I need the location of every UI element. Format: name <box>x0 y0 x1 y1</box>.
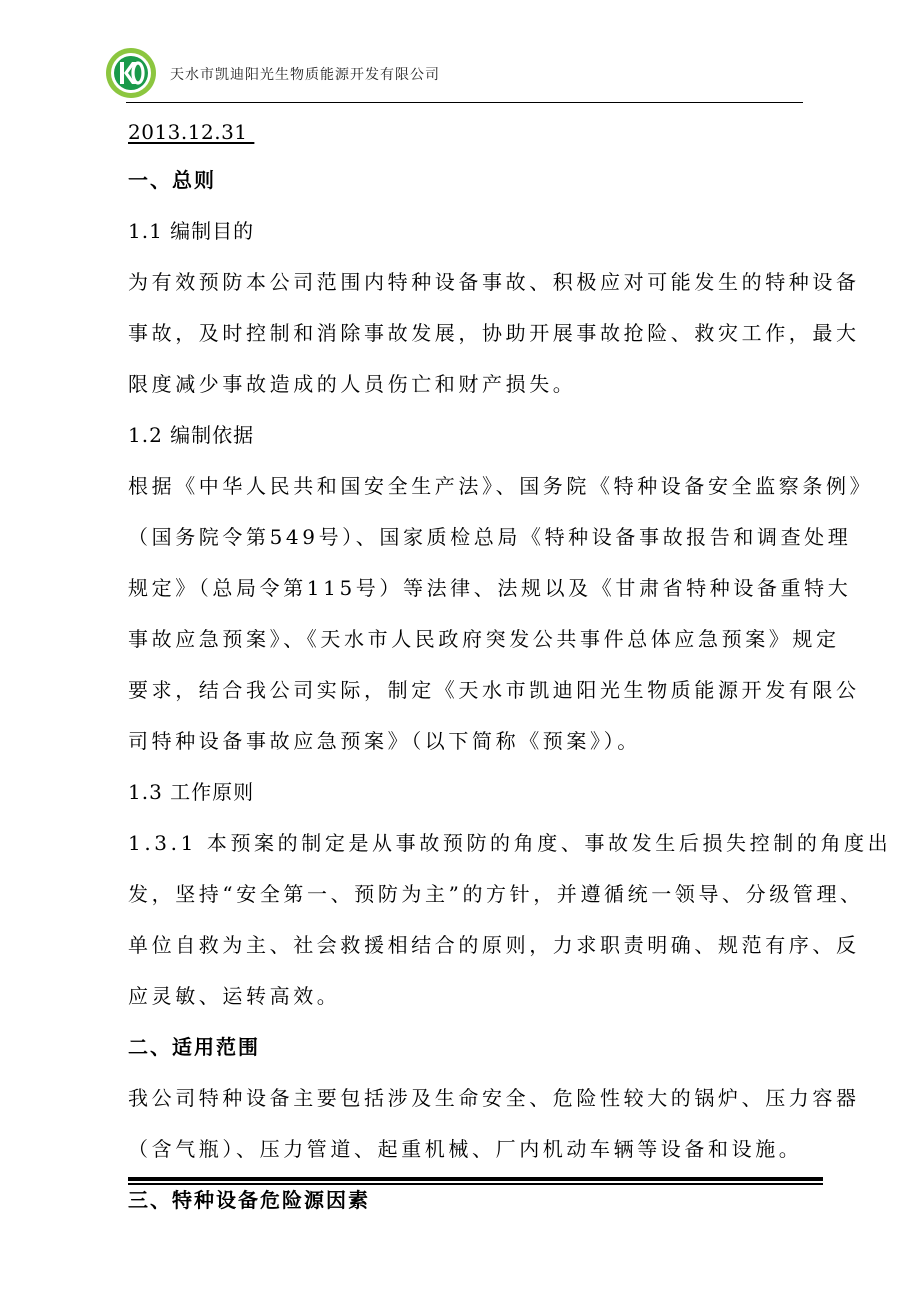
footer-rule-thin <box>128 1183 823 1185</box>
paragraph-line: 要求，结合我公司实际，制定《天水市凯迪阳光生物质能源开发有限公 <box>128 678 860 702</box>
company-name: 天水市凯迪阳光生物质能源开发有限公司 <box>170 67 440 83</box>
footer-divider <box>128 1177 823 1185</box>
paragraph-line: 为有效预防本公司范围内特种设备事故、积极应对可能发生的特种设备 <box>128 270 860 294</box>
paragraph-line: 事故，及时控制和消除事故发展，协助开展事故抢险、救灾工作，最大 <box>128 321 860 345</box>
paragraph-line: 司特种设备事故应急预案》（以下简称《预案》）。 <box>128 729 641 753</box>
header-divider <box>126 102 803 103</box>
paragraph-line: 事故应急预案》、《天水市人民政府突发公共事件总体应急预案》规定 <box>128 627 840 651</box>
subsection-heading: 1.1 编制目的 <box>128 219 255 243</box>
document-date: 2013.12.31 <box>128 120 255 144</box>
paragraph-line: 我公司特种设备主要包括涉及生命安全、危险性较大的锅炉、压力容器 <box>128 1086 860 1110</box>
paragraph-line: （国务院令第549号）、国家质检总局《特种设备事故报告和调查处理 <box>128 525 852 549</box>
paragraph-line: 1.3.1 本预案的制定是从事故预防的角度、事故发生后损失控制的角度出 <box>128 831 892 855</box>
paragraph-line: 单位自救为主、社会救援相结合的原则，力求职责明确、规范有序、反 <box>128 933 860 957</box>
footer-rule-thick <box>128 1177 823 1181</box>
company-logo <box>105 47 157 99</box>
paragraph-line: 发，坚持“安全第一、预防为主”的方针，并遵循统一领导、分级管理、 <box>128 882 864 906</box>
paragraph-line: 限度减少事故造成的人员伤亡和财产损失。 <box>128 372 577 396</box>
paragraph-line: 规定》（总局令第115号）等法律、法规以及《甘肃省特种设备重特大 <box>128 576 852 600</box>
document-body <box>128 117 892 1238</box>
logo-icon <box>105 47 157 99</box>
section-heading: 一、总则 <box>128 168 216 192</box>
section-heading: 二、适用范围 <box>128 1035 260 1059</box>
paragraph-line: 应灵敏、运转高效。 <box>128 984 341 1008</box>
subsection-heading: 1.2 编制依据 <box>128 423 255 447</box>
document-lines <box>128 167 892 1214</box>
subsection-heading: 1.3 工作原则 <box>128 780 255 804</box>
paragraph-line: 根据《中华人民共和国安全生产法》、国务院《特种设备安全监察条例》 <box>128 474 874 498</box>
paragraph-line: （含气瓶）、压力管道、起重机械、厂内机动车辆等设备和设施。 <box>128 1137 803 1161</box>
section-heading: 三、特种设备危险源因素 <box>128 1188 370 1212</box>
